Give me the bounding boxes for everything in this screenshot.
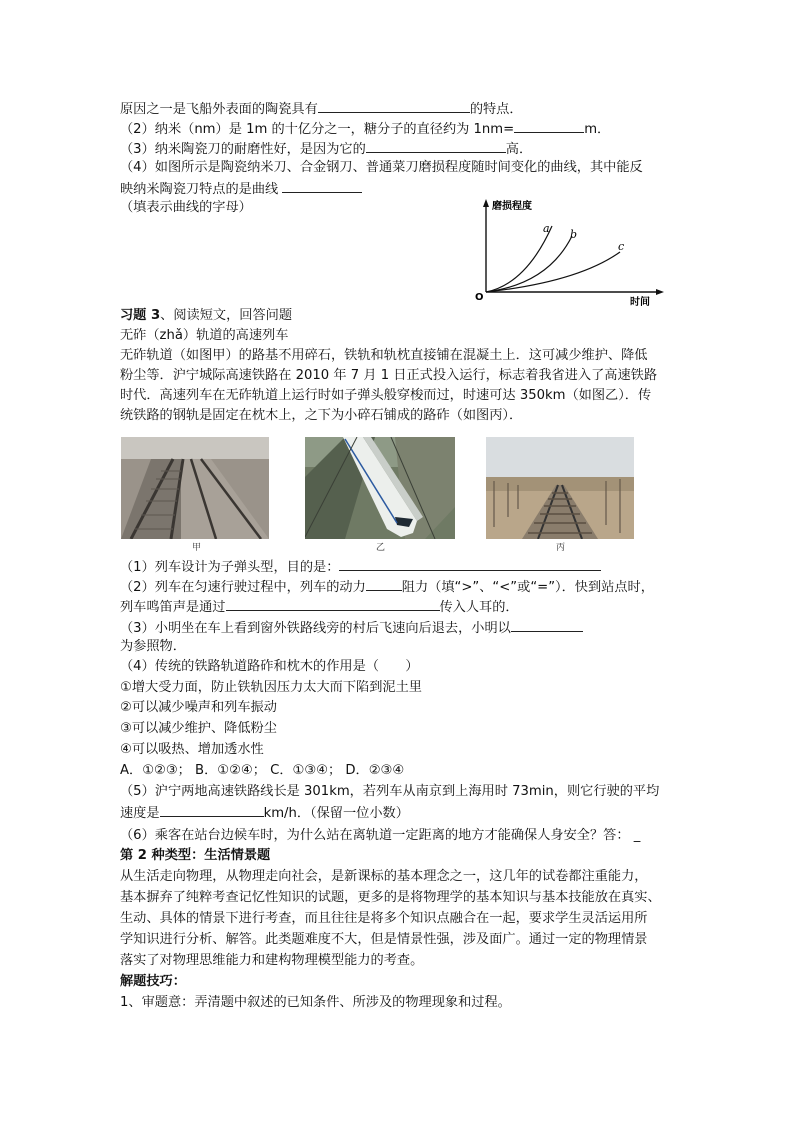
text: （1）列车设计为子弹头型，目的是： xyxy=(120,560,340,575)
exercise-title xyxy=(120,306,292,326)
text: （6）乘客在站台边候车时，为什么站在离轨道一定距离的地方才能确保人身安全？答： xyxy=(120,828,630,843)
text: （2）纳米（nm）是 1m 的十亿分之一，糖分子的直径约为 1nm= xyxy=(120,122,515,137)
answer-blank[interactable] xyxy=(160,802,264,817)
option-2: ②可以减少噪声和列车振动 xyxy=(120,700,277,715)
answer-blank[interactable] xyxy=(511,617,583,632)
text-line: 从生活走向物理，从物理走向社会，是新课标的基本理念之一，这几年的试卷都注重能力， xyxy=(120,869,648,884)
photo-ballastless-track xyxy=(121,437,269,539)
origin-label: O xyxy=(475,292,484,303)
question-2-cont xyxy=(120,596,519,618)
answer-blank[interactable] xyxy=(226,596,440,611)
text: （2）列车在匀速行驶过程中，列车的动力 xyxy=(120,580,366,595)
text: 列车鸣笛声是通过 xyxy=(120,600,226,615)
option-3: ③可以减少维护、降低粉尘 xyxy=(120,721,277,736)
x-axis-arrow xyxy=(656,289,664,295)
text-line: 统铁路的钢轨是固定在枕木上，之下为小碎石铺成的路砟（如图丙）． xyxy=(120,408,523,423)
option-1: ①增大受力面，防止铁轨因压力太大而下陷到泥土里 xyxy=(120,680,422,695)
text: _ xyxy=(633,828,641,843)
text: 、阅读短文，回答问题 xyxy=(160,308,293,323)
text-line xyxy=(120,118,610,140)
text-line xyxy=(120,178,362,200)
question-6 xyxy=(120,826,640,846)
tip-1: 1、审题意：弄清题中叙述的已知条件、所涉及的物理现象和过程。 xyxy=(120,995,511,1010)
answer-blank[interactable] xyxy=(339,556,601,571)
answer-blank[interactable] xyxy=(318,98,470,113)
exercise-number: 习题 3 xyxy=(120,308,161,323)
wear-graph xyxy=(468,196,668,308)
text: 高． xyxy=(505,142,533,157)
text: 速度是 xyxy=(120,806,160,821)
curve-label-a: a xyxy=(543,222,550,235)
text-line: 无砟轨道（如图甲）的路基不用碎石，铁轨和轨枕直接铺在混凝土上．这可减少维护、降低 xyxy=(120,348,648,363)
tips-title: 解题技巧： xyxy=(120,974,186,989)
caption-bing: 丙 xyxy=(556,543,566,553)
section-title: 第 2 种类型：生活情景题 xyxy=(120,848,271,863)
answer-blank[interactable] xyxy=(366,576,402,591)
curve-a xyxy=(486,226,552,292)
photo-high-speed-train xyxy=(305,437,455,539)
text-line: 粉尘等．沪宁城际高速铁路在 2010 年 7 月 1 日正式投入运行，标志着我省进入了高速铁路 xyxy=(120,368,658,383)
question-3-cont: 为参照物． xyxy=(120,639,186,654)
text-line: 落实了对物理思维能力和建构物理模型能力的考查。 xyxy=(120,953,424,968)
text-line: （填表示曲线的字母） xyxy=(120,200,252,215)
text: （3）纳米陶瓷刀的耐磨性好，是因为它的 xyxy=(120,142,366,157)
answer-blank[interactable] xyxy=(366,138,506,153)
text: 传入人耳的． xyxy=(439,600,519,615)
question-2 xyxy=(120,576,654,598)
y-axis-label: 磨损程度 xyxy=(492,201,532,212)
text-line: 时代．高速列车在无砟轨道上运行时如子弹头般穿梭而过，时速可达 350km（如图乙）．传 xyxy=(120,388,652,403)
text: 原因之一是飞船外表面的陶瓷具有 xyxy=(120,102,318,117)
caption-jia: 甲 xyxy=(192,543,202,553)
text-line: （4）如图所示是陶瓷纳米刀、合金钢刀、普通菜刀磨损程度随时间变化的曲线，其中能反 xyxy=(120,160,643,175)
curve-c xyxy=(486,252,620,292)
option-4: ④可以吸热、增加透水性 xyxy=(120,742,264,757)
text: m． xyxy=(584,122,611,137)
question-5: （5）沪宁两地高速铁路线长是 301km，若列车从南京到上海用时 73min，则它行驶的平均 xyxy=(120,784,660,799)
photo-ballast-track xyxy=(486,437,634,539)
answer-blank[interactable] xyxy=(282,178,362,193)
text: 映纳米陶瓷刀特点的是曲线 xyxy=(120,182,279,197)
question-1 xyxy=(120,556,601,578)
text-line: 生动、具体的情景下进行考查，而且往往是将多个知识点融合在一起，要求学生灵活运用所 xyxy=(120,911,648,926)
choices: A．①②③； B．①②④； C．①③④； D．②③④ xyxy=(120,763,405,778)
text: （3）小明坐在车上看到窗外铁路线旁的村后飞速向后退去，小明以 xyxy=(120,621,511,636)
question-4: （4）传统的铁路轨道路砟和枕木的作用是（ ） xyxy=(120,659,419,674)
article-title: 无砟（zhǎ）轨道的高速列车 xyxy=(120,328,289,343)
text-line: 学知识进行分析、解答。此类题难度不大，但是情景性强，涉及面广。通过一定的物理情景 xyxy=(120,932,648,947)
question-3 xyxy=(120,617,583,639)
y-axis-arrow xyxy=(483,199,489,207)
text: 阻力（填“>”、“<”或“=”）．快到站点时， xyxy=(401,580,654,595)
text: km/h．（保留一位小数） xyxy=(263,806,409,821)
text-line xyxy=(120,138,532,160)
curve-label-b: b xyxy=(570,228,578,241)
x-axis-label: 时间 xyxy=(630,297,650,308)
text-line xyxy=(120,98,523,120)
answer-blank[interactable] xyxy=(514,118,584,133)
text-line: 基本摒弃了纯粹考查记忆性知识的试题，更多的是将物理学的基本知识与基本技能放在真实、 xyxy=(120,890,661,905)
caption-yi: 乙 xyxy=(376,543,386,553)
question-5-cont xyxy=(120,802,409,824)
text: 的特点． xyxy=(469,102,523,117)
curve-label-c: c xyxy=(618,240,625,253)
